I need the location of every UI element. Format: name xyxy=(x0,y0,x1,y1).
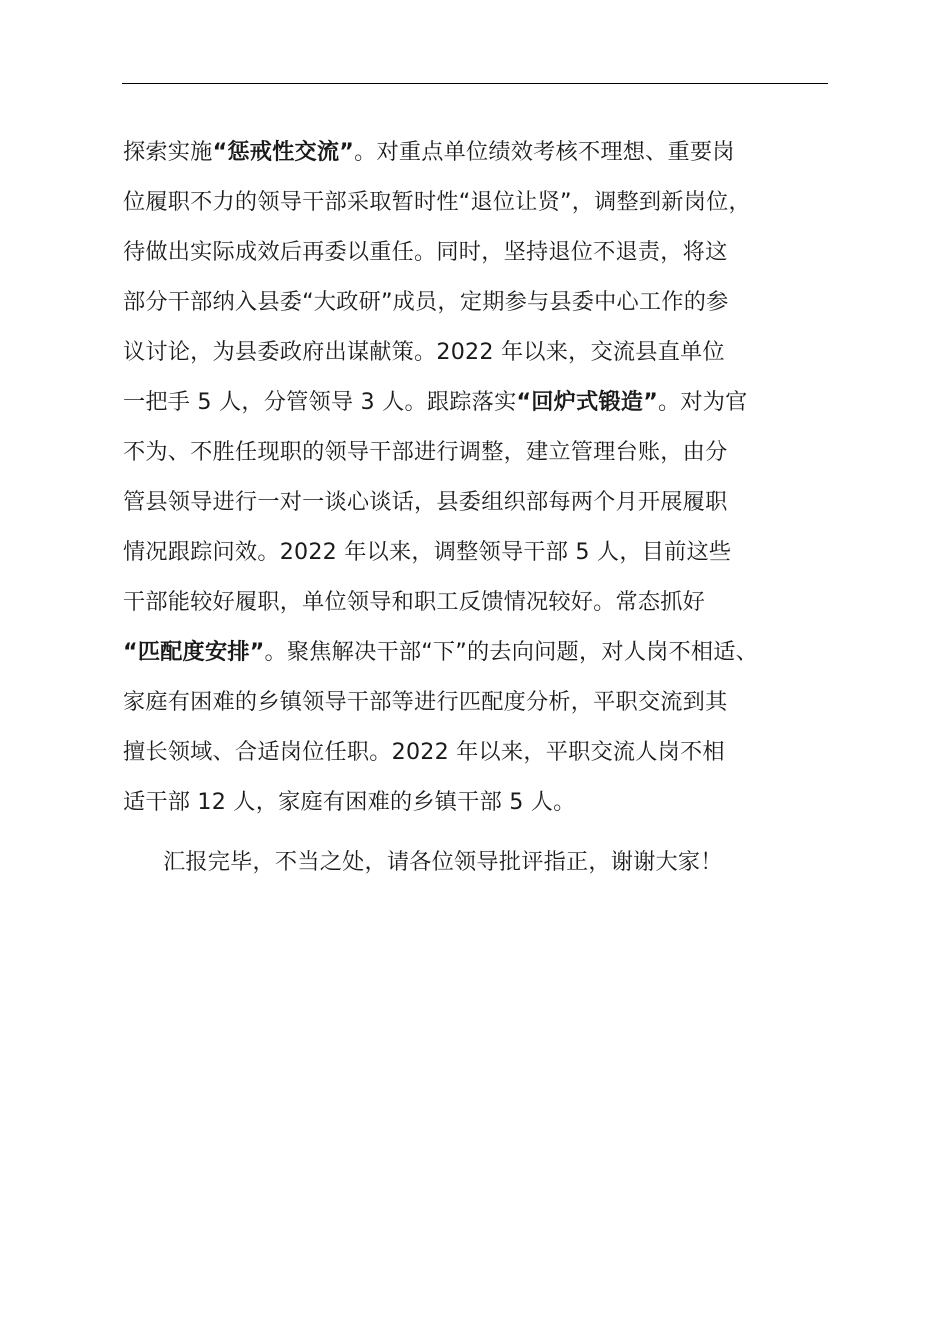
text-line: 待做出实际成效后再委以重任。同时，坚持退位不退责，将这 xyxy=(123,239,728,265)
text-line: 干部能较好履职，单位领导和职工反馈情况较好。常态抓好 xyxy=(123,589,706,615)
closing-remarks: 汇报完毕，不当之处，请各位领导批评指正，谢谢大家！ xyxy=(163,849,723,875)
text-line: 部分干部纳入县委“大政研”成员，定期参与县委中心工作的参 xyxy=(123,289,729,315)
body-paragraph xyxy=(123,127,835,827)
header-rule xyxy=(122,83,828,84)
text-line: 情况跟踪问效。2022 年以来，调整领导干部 5 人，目前这些 xyxy=(123,539,732,565)
text-line: 家庭有困难的乡镇领导干部等进行匹配度分析，平职交流到其 xyxy=(123,689,728,715)
bold-phrase: “惩戒性交流” xyxy=(212,139,355,165)
text-line: 议讨论，为县委政府出谋献策。2022 年以来，交流县直单位 xyxy=(123,339,725,365)
text-line: 不为、不胜任现职的领导干部进行调整，建立管理台账，由分 xyxy=(123,439,728,465)
text-line: 擅长领域、合适岗位任职。2022 年以来，平职交流人岗不相 xyxy=(123,739,725,765)
bold-phrase: “回炉式锻造” xyxy=(516,389,658,415)
text-line: 管县领导进行一对一谈心谈话，县委组织部每两个月开展履职 xyxy=(123,489,728,515)
text-line: 位履职不力的领导干部采取暂时性“退位让贤”，调整到新岗位， xyxy=(123,189,751,215)
text-line: “匹配度安排”。聚焦解决干部“下”的去向问题，对人岗不相适、 xyxy=(123,639,759,665)
text-line: 探索实施“惩戒性交流”。对重点单位绩效考核不理想、重要岗 xyxy=(123,139,735,165)
text-line: 适干部 12 人，家庭有困难的乡镇干部 5 人。 xyxy=(123,789,576,815)
bold-phrase: “匹配度安排” xyxy=(123,639,265,665)
text-line: 一把手 5 人，分管领导 3 人。跟踪落实“回炉式锻造”。对为官 xyxy=(123,389,748,415)
